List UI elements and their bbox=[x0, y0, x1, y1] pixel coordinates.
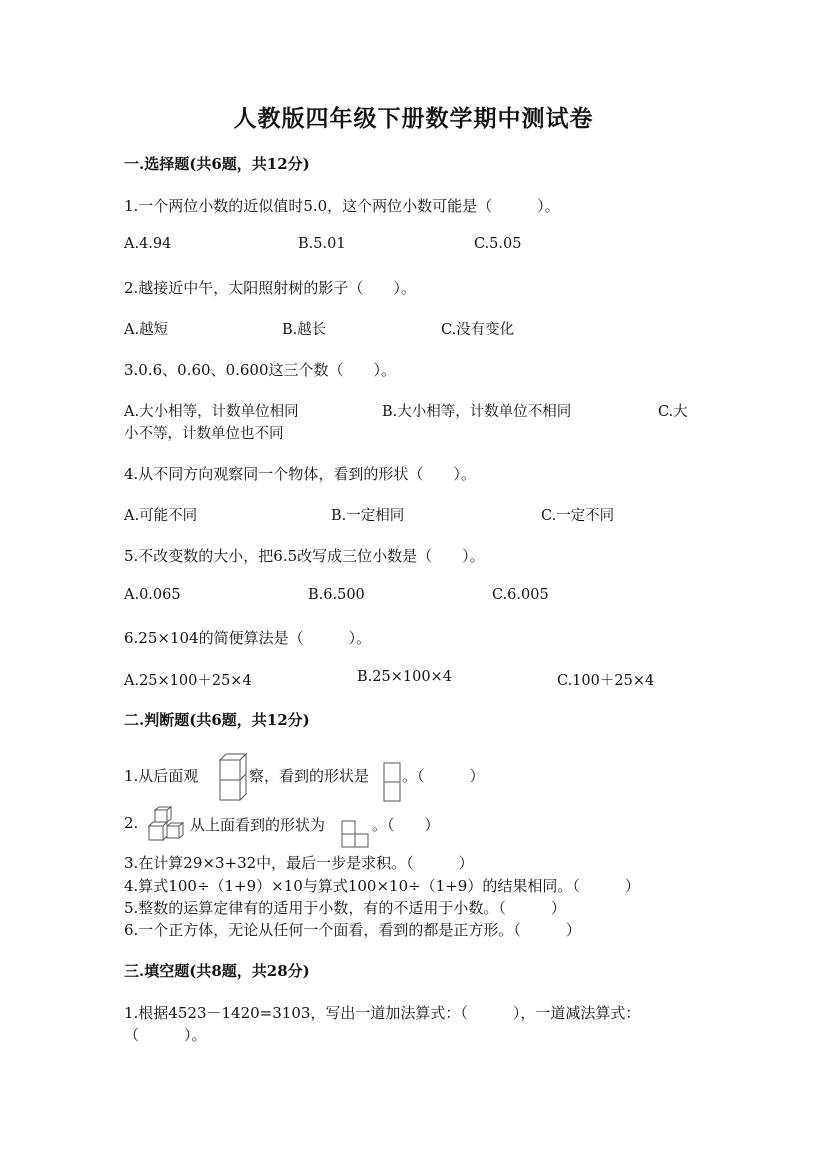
option-c: C.一定不同 bbox=[541, 508, 615, 524]
option-b: B.5.01 bbox=[298, 236, 346, 252]
option-c: C.没有变化 bbox=[441, 322, 515, 338]
question-text: 3.在计算29×3+32中，最后一步是求积。（ ） bbox=[124, 854, 474, 872]
question-text: 2.越接近中午，太阳照射树的影子（ ）。 bbox=[124, 279, 416, 297]
section-heading-judgement: 二.判断题(共6题，共12分) bbox=[124, 711, 310, 729]
option-a: A.大小相等，计数单位相同 bbox=[124, 404, 299, 420]
two-vertical-squares-figure bbox=[383, 762, 401, 802]
option-b: B.越长 bbox=[282, 322, 327, 338]
option-c: C.大 bbox=[658, 404, 688, 420]
option-b: B.大小相等，计数单位不相同 bbox=[382, 404, 572, 420]
option-a: A.0.065 bbox=[124, 587, 181, 603]
stacked-cubes-figure bbox=[216, 752, 248, 802]
question-text: 5.整数的运算定律有的适用于小数，有的不适用于小数。（ ） bbox=[124, 899, 566, 917]
option-c: C.6.005 bbox=[492, 587, 549, 603]
question-text: 6.25×104的简便算法是（ ）。 bbox=[124, 629, 372, 647]
question-text-part: 1.从后面观 bbox=[124, 767, 199, 785]
question-text-continued: （ ）。 bbox=[124, 1026, 207, 1044]
question-text: 4.算式100÷（1+9）×10与算式100×10÷（1+9）的结果相同。（ ） bbox=[124, 877, 640, 895]
option-a: A.越短 bbox=[124, 322, 169, 338]
option-c-continued: 小不等，计数单位也不同 bbox=[124, 426, 284, 442]
option-a: A.4.94 bbox=[124, 236, 172, 252]
question-text-part: 从上面看到的形状为 bbox=[190, 816, 326, 834]
option-c: C.100＋25×4 bbox=[557, 673, 655, 689]
question-text-part: 。（ ） bbox=[372, 816, 440, 834]
option-a: A.可能不同 bbox=[124, 508, 198, 524]
option-c: C.5.05 bbox=[474, 236, 522, 252]
question-text: 1.一个两位小数的近似值时5.0，这个两位小数可能是（ ）。 bbox=[124, 197, 560, 215]
question-text-part: 。（ ） bbox=[402, 767, 485, 785]
page-title: 人教版四年级下册数学期中测试卷 bbox=[233, 105, 594, 132]
question-text-part: 察，看到的形状是 bbox=[249, 767, 370, 785]
question-text: 4.从不同方向观察同一个物体，看到的形状（ ）。 bbox=[124, 465, 476, 483]
question-text: 6.一个正方体，无论从任何一个面看，看到的都是正方形。（ ） bbox=[124, 921, 581, 939]
question-text: 1.根据4523－1420=3103，写出一道加法算式：（ ），一道减法算式： bbox=[124, 1004, 641, 1022]
question-text-part: 2. bbox=[124, 814, 139, 832]
cube-group-figure bbox=[143, 806, 185, 846]
option-b: B.6.500 bbox=[308, 587, 365, 603]
l-shaped-squares-figure bbox=[341, 820, 371, 848]
question-text: 5.不改变数的大小，把6.5改写成三位小数是（ ）。 bbox=[124, 547, 485, 565]
section-heading-fill-blank: 三.填空题(共8题，共28分) bbox=[124, 962, 310, 980]
option-b: B.25×100×4 bbox=[357, 669, 452, 685]
option-b: B.一定相同 bbox=[331, 508, 405, 524]
question-text: 3.0.6、0.60、0.600这三个数（ ）。 bbox=[124, 361, 397, 379]
section-heading-choice: 一.选择题(共6题，共12分) bbox=[124, 155, 310, 173]
option-a: A.25×100＋25×4 bbox=[124, 673, 252, 689]
